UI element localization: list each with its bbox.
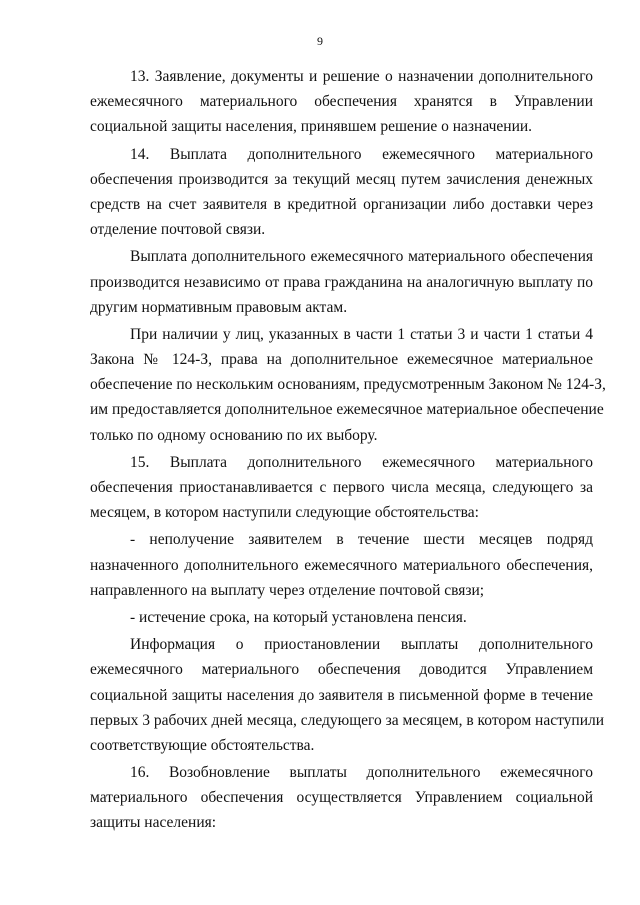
document-body <box>90 64 606 836</box>
text-line: 13. Заявление, документы и решение о назначении дополнительного <box>130 68 593 85</box>
text-line: только по одному основанию по их выбору. <box>90 426 378 444</box>
text-line: им предоставляется дополнительное ежемесячное материальное обеспечение <box>90 401 604 419</box>
paragraph-16 <box>90 760 593 836</box>
paragraph-multiple-grounds <box>90 322 606 448</box>
text-line: другим нормативным правовым актам. <box>90 298 348 316</box>
page-number: 9 <box>317 34 323 48</box>
text-line: материального обеспечения осуществляется Управлением социальной <box>90 789 593 807</box>
text-line: ежемесячного материального обеспечения доводится Управлением <box>90 661 593 679</box>
text-line: месяцем, в котором наступили следующие обстоятельства: <box>90 504 479 522</box>
list-item-pension-expiry <box>90 605 593 630</box>
text-line: назначенного дополнительного ежемесячного материального обеспечения, <box>90 556 593 574</box>
text-line: - неполучение заявителем в течение шести месяцев подряд <box>130 531 593 549</box>
text-line: социальной защиты населения, принявшем решение о назначении. <box>90 118 533 136</box>
text-line: направленного на выплату через отделение почтовой связи; <box>90 581 485 599</box>
text-line: обеспечения приостанавливается с первого числа месяца, следующего за <box>90 479 593 496</box>
list-item-non-receipt <box>90 527 593 603</box>
text-line: первых 3 рабочих дней месяца, следующего за месяцем, в котором наступили <box>90 711 605 729</box>
paragraph-15 <box>90 450 593 526</box>
paragraph-13 <box>90 64 593 140</box>
text-line: Информация о приостановлении выплаты дополнительного <box>130 636 593 654</box>
paragraph-payment-independence <box>90 244 593 320</box>
text-line: 16. Возобновление выплаты дополнительного ежемесячного <box>130 764 593 782</box>
text-line: ежемесячного материального обеспечения хранятся в Управлении <box>90 93 593 111</box>
text-line: производится независимо от права гражданина на аналогичную выплату по <box>90 273 593 291</box>
paragraph-suspension-notice <box>90 632 605 758</box>
text-line: социальной защиты населения до заявителя в письменной форме в течение <box>90 686 593 704</box>
text-line: средств на счет заявителя в кредитной организации либо доставки через <box>90 195 593 213</box>
text-line: - истечение срока, на который установлена пенсия. <box>130 608 467 626</box>
text-line: Выплата дополнительного ежемесячного материального обеспечения <box>130 248 593 266</box>
text-line: Закона № 124-З, права на дополнительное ежемесячное материальное <box>90 351 593 369</box>
paragraph-14 <box>90 142 593 243</box>
text-line: обеспечения производится за текущий месяц путем зачисления денежных <box>90 170 593 188</box>
text-line: 15. Выплата дополнительного ежемесячного материального <box>130 453 593 471</box>
text-line: соответствующие обстоятельства. <box>90 736 315 754</box>
text-line: отделение почтовой связи. <box>90 221 266 239</box>
text-line: 14. Выплата дополнительного ежемесячного материального <box>130 145 593 163</box>
text-line: При наличии у лиц, указанных в части 1 статьи 3 и части 1 статьи 4 <box>130 325 593 343</box>
text-line: защиты населения: <box>90 814 217 832</box>
text-line: обеспечение по нескольким основаниям, предусмотренным Законом № 124-З, <box>90 376 606 394</box>
